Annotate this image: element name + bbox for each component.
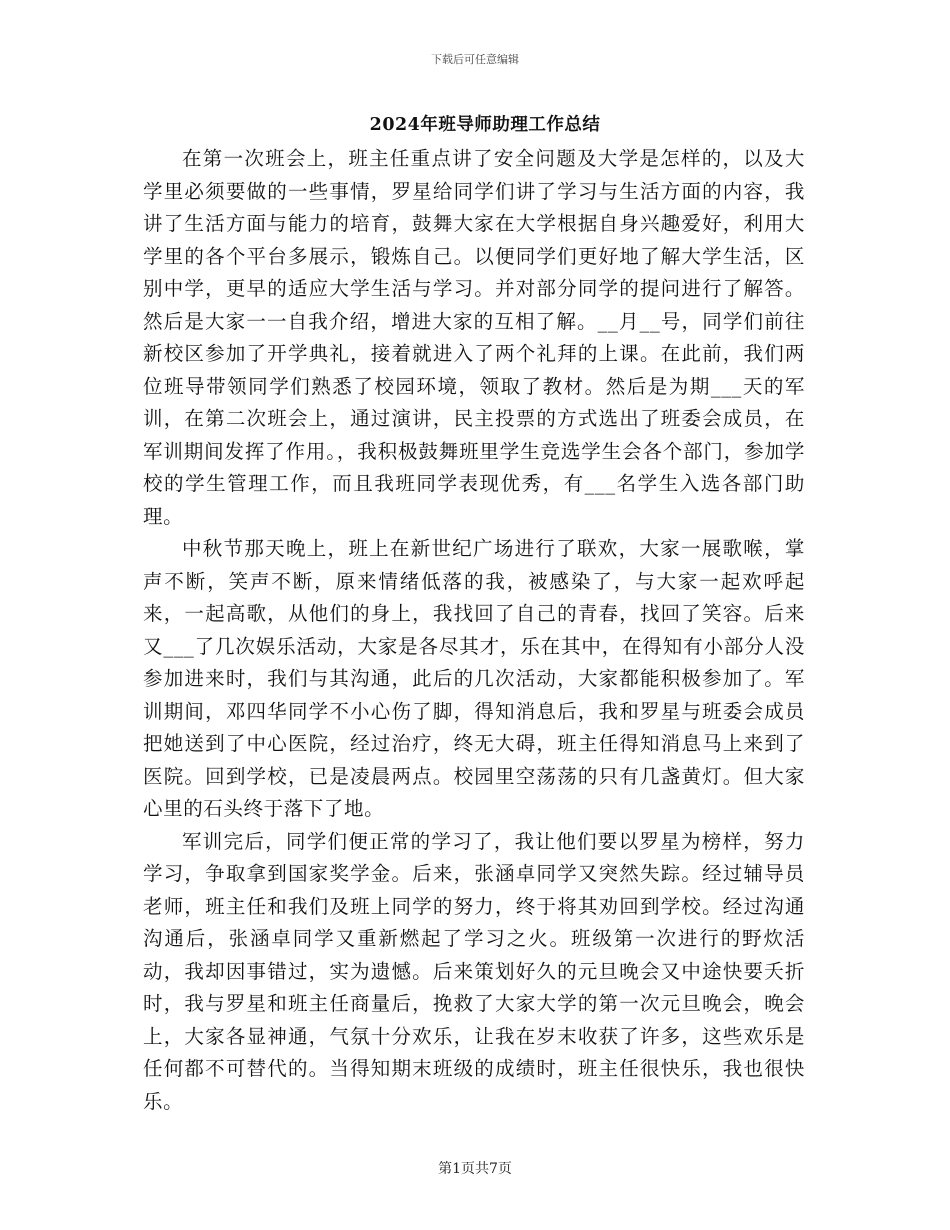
paragraph-3: 军训完后，同学们便正常的学习了，我让他们要以罗星为榜样，努力学习，争取拿到国家奖学金。后来，张涵卓同学又突然失踪。经过辅导员老师，班主任和我们及班上同学的努力，终于将其劝回到学校。经过沟通沟通后，张涵卓同学又重新燃起了学习之火。班级第一次进行的野炊活动，我却因事错过，实为遗憾。后来策划好久的元旦晚会又中途快要夭折时，我与罗星和班主任商量后，挽救了大家大学的第一次元旦晚会，晚会上，大家各显神通，气氛十分欢乐，让我在岁末收获了许多，这些欢乐是任何都不可替代的。当得知期末班级的成绩时，班主任很快乐，我也很快乐。: [143, 829, 805, 1113]
document-body: [143, 143, 805, 1118]
paragraph-1: 在第一次班会上，班主任重点讲了安全问题及大学是怎样的，以及大学里必须要做的一些事情，罗星给同学们讲了学习与生活方面的内容，我讲了生活方面与能力的培育，鼓舞大家在大学根据自身兴趣爱好，利用大学里的各个平台多展示，锻炼自己。以便同学们更好地了解大学生活，区别中学，更早的适应大学生活与学习。并对部分同学的提问进行了解答。然后是大家一一自我介绍，增进大家的互相了解。__月__号，同学们前往新校区参加了开学典礼，接着就进入了两个礼拜的上课。在此前，我们两位班导带领同学们熟悉了校园环境，领取了教材。然后是为期___天的军训，在第二次班会上，通过演讲，民主投票的方式选出了班委会成员，在军训期间发挥了作用。，我积极鼓舞班里学生竞选学生会各个部门，参加学校的学生管理工作，而且我班同学表现优秀，有___名学生入选各部门助理。: [143, 147, 805, 528]
document-title: 2024年班导师助理工作总结: [369, 115, 601, 135]
header-note: 下载后可任意编辑: [431, 53, 519, 66]
paragraph-2: 中秋节那天晚上，班上在新世纪广场进行了联欢，大家一展歌喉，掌声不断，笑声不断，原来情绪低落的我，被感染了，与大家一起欢呼起来，一起高歌，从他们的身上，我找回了自己的青春，找回了笑容。后来又___了几次娱乐活动，大家是各尽其才，乐在其中，在得知有小部分人没参加进来时，我们与其沟通，此后的几次活动，大家都能积极参加了。军训期间，邓四华同学不小心伤了脚，得知消息后，我和罗星与班委会成员把她送到了中心医院，经过治疗，终无大碍，班主任得知消息马上来到了医院。回到学校，已是凌晨两点。校园里空荡荡的只有几盏黄灯。但大家心里的石头终于落下了地。: [143, 537, 805, 820]
page-number: 第1页共7页: [438, 1161, 512, 1177]
